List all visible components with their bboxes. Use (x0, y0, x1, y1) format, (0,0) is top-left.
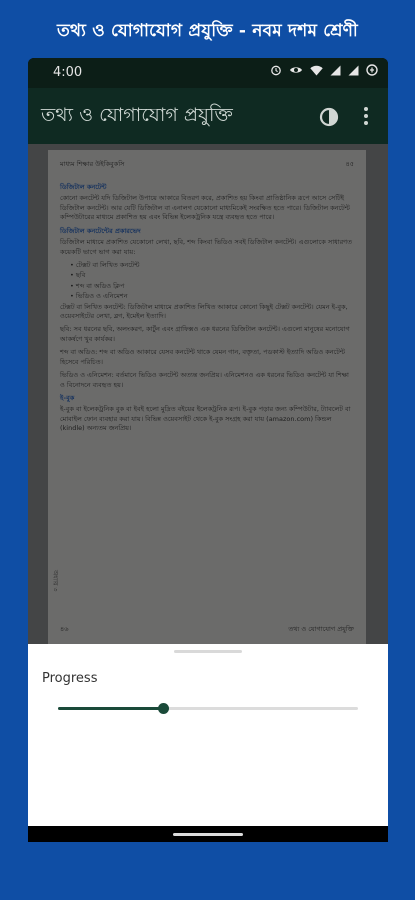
drag-handle[interactable] (174, 650, 242, 653)
progress-slider-fill (58, 707, 163, 710)
section-text: কোনো কনটেন্ট যদি ডিজিটাল উপায়ে আকারে বিতরণ করে, প্রকাশিত হয় কিংবা প্রাতিষ্ঠানিক রূপে আসে সেটিই ডিজিটাল কনটেন্ট। আর যেটি ডিজিটাল বা এনালগ যেকোনো মাধ্যমিকেই সংরক্ষিত হতে পারে। ডিজিটাল কনটেন্ট কম্পিউটারের মাধ্যমে প্রকাশিত হয় এবং বিভিন্ন ইলেকট্রনিক যন্ত্রে ব্যবহৃত হতে পারে। (60, 194, 350, 222)
section-text: ডিজিটাল মাধ্যমে প্রকাশিত যেকোনো লেখা, ছবি, শব্দ কিংবা ভিডিও সবই ডিজিটাল কনটেন্ট। এগুলোকে সাধারণত কয়েকটি ভাগে ভাগ করা যায়: (60, 238, 352, 256)
signal-icon (330, 65, 341, 76)
status-bar (28, 58, 388, 88)
app-title: তথ্য ও যোগাযোগ প্রযুক্তি (41, 104, 233, 126)
margin-note: অধ্যায় ৩ (51, 570, 59, 592)
alarm-icon (270, 64, 282, 76)
page-header-left: মাধ্যম শিক্ষার উইকিবুকসি (60, 160, 125, 168)
page-header (60, 160, 354, 169)
wifi-icon (310, 65, 323, 76)
progress-label: Progress (42, 671, 98, 686)
paragraph: ছবি: সব ধরনের ছবি, অলংকরণ, কার্টুন এবং গ্রাফিক্সও এক ধরনের ডিজিটাল কনটেন্ট। এগুলো মানুষের মনোযোগ আকর্ষণে খুব কার্যকর। (60, 325, 350, 343)
section-heading: ই-বুক (60, 394, 75, 403)
signal-icon (348, 65, 359, 76)
page-footer-title: তথ্য ও যোগাযোগ প্রযুক্তি (288, 625, 354, 633)
progress-sheet (28, 644, 388, 826)
section-heading: ডিজিটাল কনটেন্ট (60, 183, 107, 191)
list-item: • টেক্সট বা লিখিত কনটেন্ট (70, 261, 354, 270)
paragraph: শব্দ বা অডিও: শব্দ বা অডিও আকারে যেসব কনটেন্ট থাকে যেমন গান, বক্তৃতা, পডকাস্ট ইত্যাদি অডিও কনটেন্ট হিসেবে পরিচিত। (60, 348, 345, 366)
document-viewer[interactable] (28, 144, 388, 644)
page-body (60, 180, 354, 438)
progress-slider-thumb[interactable] (158, 703, 169, 714)
more-vert-icon[interactable] (358, 102, 374, 130)
progress-slider[interactable] (58, 707, 358, 710)
paragraph: টেক্সট বা লিখিত কনটেন্ট: ডিজিটাল মাধ্যমে প্রকাশিত লিখিত আকারে কোনো কিছুই টেক্সট কনটেন্ট। যেমন ই-বুক, ওয়েবসাইটের লেখা, ব্লগ, ইমেইল ইত্যাদি। (60, 302, 348, 321)
promo-title: তথ্য ও যোগাযোগ প্রযুক্তি - নবম দশম শ্রেণী (56, 21, 358, 41)
page-footer (60, 625, 354, 634)
status-time: 4:00 (53, 65, 83, 80)
paragraph: ই-বুক বা ইলেকট্রনিক বুক বা ইবই হলো মুদ্রিত বইয়ের ইলেকট্রনিক রূপ। ই-বুক পড়ার জন্য কম্পিউটার, ট্যাবলেট বা মোবাইল ফোন ব্যবহার করা যায়। বিভিন্ন ওয়েবসাইট থেকে ই-বুক সংগ্রহ করা যায় (amazon.com) কিন্ডল (kindle) অন্যতম জনপ্রিয়। (60, 405, 351, 433)
list-item: • ভিডিও ও এনিমেশন (70, 292, 354, 301)
list-item: • ছবি (70, 271, 354, 280)
eye-icon (289, 65, 303, 75)
paragraph: ভিডিও ও এনিমেশন: বর্তমানে ভিডিও কনটেন্ট অত্যন্ত জনপ্রিয়। এনিমেশনও এক ধরনের ভিডিও কনটেন্ট যা শিক্ষা ও বিনোদনে ব্যবহৃত হয়। (60, 371, 349, 389)
app-bar (28, 88, 388, 144)
brightness-icon[interactable] (316, 104, 342, 130)
nav-bar (28, 826, 388, 842)
page-number-top: ৪৫ (345, 160, 354, 168)
page-number-bottom: ৪৬ (60, 625, 69, 633)
list-item: • শব্দ বা অডিও ক্লিপ (70, 282, 354, 291)
home-gesture-pill[interactable] (173, 833, 243, 836)
book-page (48, 150, 366, 644)
phone-screen (28, 58, 388, 842)
status-icons (270, 64, 378, 76)
section-heading: ডিজিটাল কনটেন্টের প্রকারভেদ (60, 226, 141, 235)
battery-icon (366, 64, 378, 76)
